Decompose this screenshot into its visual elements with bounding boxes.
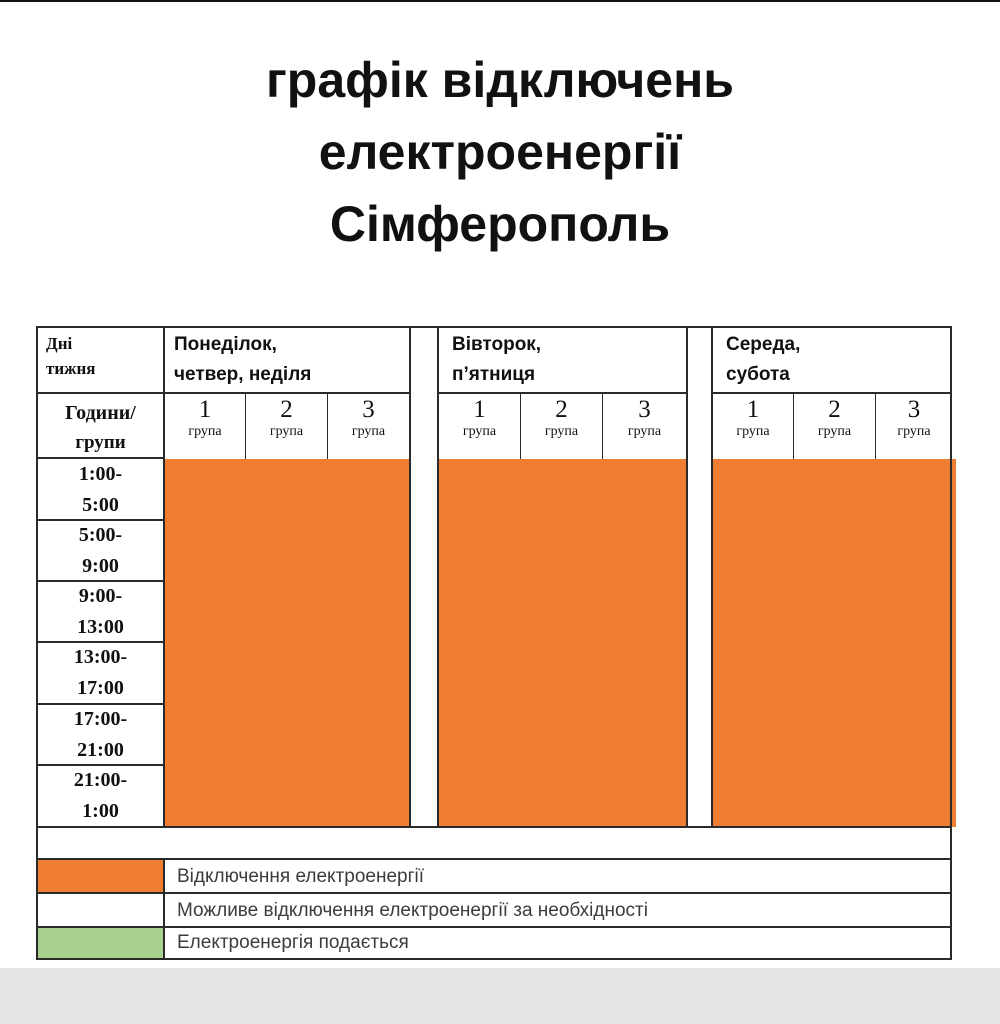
group-header xyxy=(521,396,602,440)
time-slot-start: 5:00- xyxy=(78,524,123,546)
header-hours-line-2: групи xyxy=(75,432,126,453)
grid-line xyxy=(712,392,952,394)
outage-block-mon-thu-sun xyxy=(164,459,410,827)
time-slot-start: 21:00- xyxy=(73,769,128,791)
header-days-line-1: Дні xyxy=(46,334,73,353)
day-header-line-1: Понеділок, xyxy=(174,334,277,355)
group-label: група xyxy=(269,424,304,439)
time-slot xyxy=(38,765,163,827)
time-slot-start: 13:00- xyxy=(73,646,128,668)
legend-label-possible: Можливе відключення електроенергії за необхідності xyxy=(177,900,648,921)
group-number: 1 xyxy=(198,396,212,423)
header-days-label xyxy=(46,331,161,381)
grid-line xyxy=(686,326,688,827)
day-header-line-2: субота xyxy=(726,364,790,385)
time-slot-end: 21:00 xyxy=(77,739,124,761)
group-number: 2 xyxy=(555,396,568,423)
time-slot-start: 9:00- xyxy=(78,585,123,607)
group-label: група xyxy=(817,424,852,439)
time-slot xyxy=(38,459,163,521)
title-line-1: графік відключень xyxy=(265,52,735,108)
time-slot-end: 1:00 xyxy=(82,800,119,822)
header-hours-line-1: Години/ xyxy=(65,402,136,424)
group-header xyxy=(328,396,409,440)
day-header-wed-sat xyxy=(726,330,950,390)
group-number: 3 xyxy=(362,396,375,423)
legend-swatch-possible xyxy=(38,894,163,926)
time-slot-end: 5:00 xyxy=(82,494,119,516)
group-number: 3 xyxy=(638,396,651,423)
grid-line xyxy=(36,958,952,960)
time-slot-end: 17:00 xyxy=(77,677,124,699)
grid-line xyxy=(438,392,687,394)
top-border-line xyxy=(0,0,1000,2)
group-number: 3 xyxy=(907,396,921,423)
legend-swatch-outage xyxy=(38,860,163,892)
time-slot-start: 17:00- xyxy=(73,708,128,730)
day-header-line-2: п’ятниця xyxy=(452,364,536,385)
time-slot-end: 9:00 xyxy=(82,555,119,577)
time-slot-start: 1:00- xyxy=(78,463,123,485)
grid-line xyxy=(36,858,952,860)
group-number: 2 xyxy=(828,396,841,423)
group-header xyxy=(439,396,520,440)
header-hours-label xyxy=(38,398,163,458)
grid-line xyxy=(36,326,952,328)
group-header xyxy=(713,396,793,440)
group-label: група xyxy=(188,424,222,439)
header-days-line-2: тижня xyxy=(46,359,96,378)
time-slot xyxy=(38,642,163,704)
day-header-line-2: четвер, неділя xyxy=(174,364,312,385)
group-label: група xyxy=(897,424,931,439)
group-header xyxy=(246,396,327,440)
day-header-tue-fri xyxy=(452,330,686,390)
outage-block-wed-sat xyxy=(712,459,956,827)
outage-block-tue-fri xyxy=(438,459,687,827)
page-title xyxy=(0,44,1000,260)
group-header xyxy=(165,396,245,440)
legend-swatch-supplied xyxy=(38,928,163,958)
time-slot xyxy=(38,520,163,582)
group-label: група xyxy=(627,424,662,439)
bottom-band xyxy=(0,968,1000,1024)
legend-label-outage: Відключення електроенергії xyxy=(177,866,425,887)
group-number: 1 xyxy=(473,396,486,423)
day-header-line-1: Середа, xyxy=(726,334,801,355)
day-header-mon-thu-sun xyxy=(174,330,409,390)
group-header xyxy=(794,396,875,440)
grid-line xyxy=(409,326,411,827)
grid-line xyxy=(36,392,410,394)
group-number: 1 xyxy=(746,396,760,423)
group-label: група xyxy=(736,424,770,439)
time-slot-end: 13:00 xyxy=(77,616,124,638)
title-line-3: Сімферополь xyxy=(329,196,671,252)
legend-label-supplied: Електроенергія подається xyxy=(177,932,409,953)
group-label: група xyxy=(544,424,579,439)
time-slot xyxy=(38,704,163,766)
group-number: 2 xyxy=(280,396,293,423)
day-header-line-1: Вівторок, xyxy=(452,334,542,355)
group-label: група xyxy=(351,424,386,439)
group-header xyxy=(603,396,686,440)
title-line-2: електроенергії xyxy=(318,124,682,180)
grid-line xyxy=(36,826,952,828)
group-header xyxy=(876,396,952,440)
time-slot xyxy=(38,581,163,643)
group-label: група xyxy=(462,424,497,439)
